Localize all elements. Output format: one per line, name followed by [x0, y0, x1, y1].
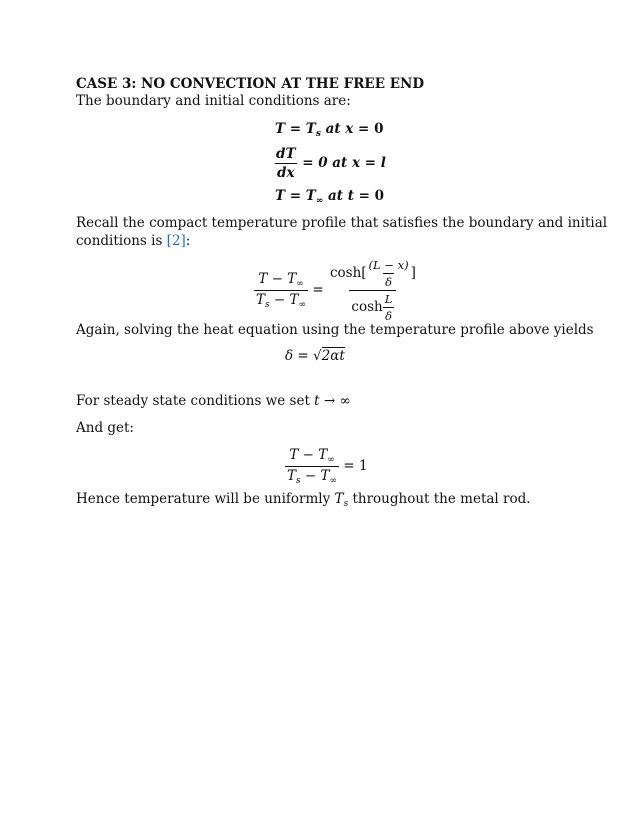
- profile-lhs-fraction: $\frac{T - T_\infty}{T_s - T_\infty}$: [256, 271, 307, 310]
- and-get-text: And get:: [76, 420, 134, 436]
- initial-condition: $T = T_\infty$ at t = 0: [275, 188, 385, 206]
- derivative-fraction: $\frac{dT}{dx}$: [276, 146, 296, 181]
- steady-state-text: For steady state conditions we set t → ∞: [76, 393, 351, 409]
- recall-text-line2: conditions is [2]:: [76, 233, 191, 249]
- result-fraction: $\frac{T - T_\infty}{T_s - T_\infty}$: [287, 447, 338, 486]
- again-text: Again, solving the heat equation using the temperature profile above yields: [76, 322, 594, 338]
- citation-link[interactable]: [2]: [166, 233, 186, 249]
- conclusion-text: Hence temperature will be uniformly $T_s$ throughout the metal rod.: [76, 491, 531, 509]
- recall-text-line1: Recall the compact temperature profile that satisfies the boundary and initial: [76, 215, 608, 231]
- temperature-profile-equation: $\frac{T - T_\infty}{T_s - T_\infty}$ = cosh[ $\frac{(L - x)}{\delta}$ ] cosh $\frac{L}{\delta}$: [256, 258, 416, 323]
- profile-rhs-fraction: cosh[ $\frac{(L - x)}{\delta}$ ] cosh $\frac{L}{\delta}$: [329, 258, 416, 323]
- steady-state-result-equation: $\frac{T - T_\infty}{T_s - T_\infty}$ = 1: [287, 447, 368, 486]
- boundary-condition-2: $\frac{dT}{dx}$ = 0 at x = l: [276, 146, 386, 181]
- boundary-condition-1: $T = T_s$ at x = 0: [275, 121, 384, 139]
- section-heading: CASE 3: NO CONVECTION AT THE FREE END: [76, 76, 425, 92]
- delta-equation: δ = √2αt: [285, 348, 345, 364]
- intro-text: The boundary and initial conditions are:: [76, 93, 351, 109]
